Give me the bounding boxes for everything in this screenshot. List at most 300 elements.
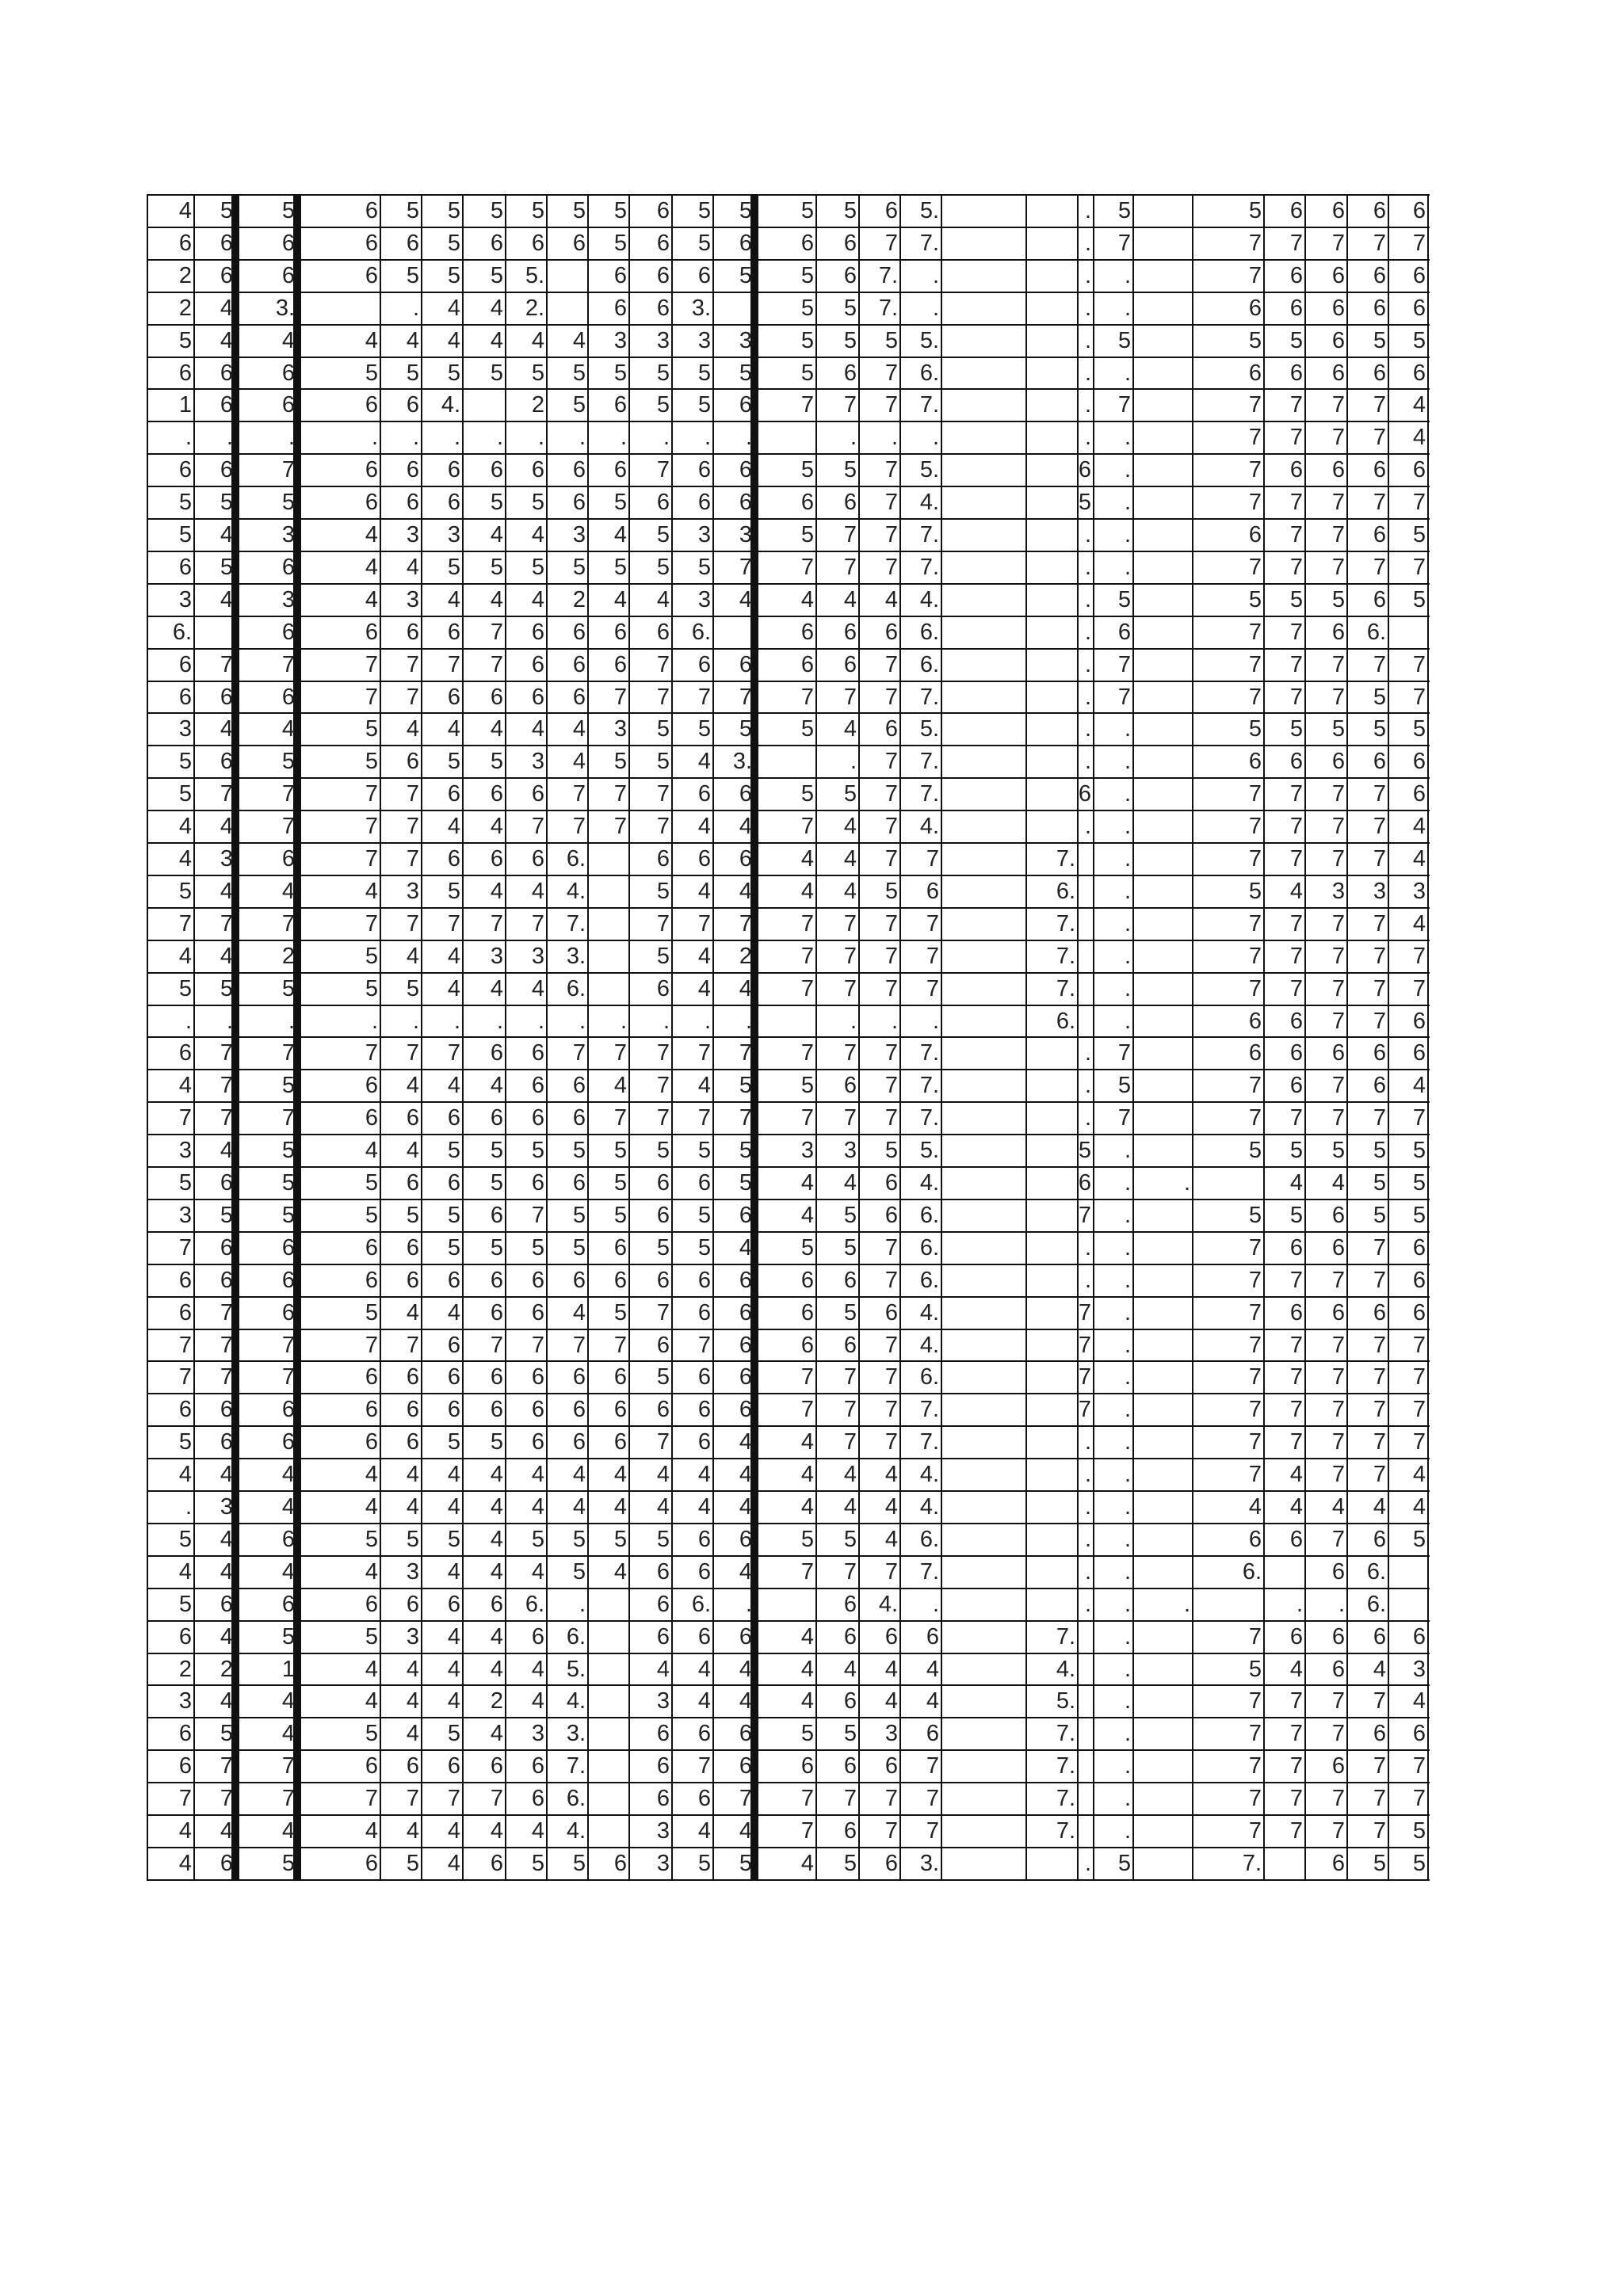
table-cell: 7 xyxy=(656,1073,670,1099)
table-cell: 7 xyxy=(1289,1429,1303,1455)
table-cell: . xyxy=(932,425,939,451)
table-cell: 5 xyxy=(365,1202,378,1228)
table-cell: . xyxy=(1124,749,1131,775)
table-cell: 5 xyxy=(490,554,503,580)
table-cell: 7 xyxy=(531,1332,544,1358)
table-cell: 6 xyxy=(800,230,814,256)
table-cell: 4 xyxy=(220,1688,233,1714)
table-cell: 6 xyxy=(365,1267,378,1293)
table-cell: 3 xyxy=(220,1494,233,1520)
table-cell: 6 xyxy=(926,878,939,904)
table-cell: 7 xyxy=(843,1105,857,1131)
table-cell: 3 xyxy=(490,943,503,969)
table-cell: 5 xyxy=(365,1526,378,1552)
table-cell: 6. xyxy=(919,360,939,386)
table-cell: 6 xyxy=(926,1721,939,1747)
table-cell: 6 xyxy=(1373,1073,1386,1099)
table-cell: 7 xyxy=(1373,1462,1386,1488)
table-cell: 5 xyxy=(220,490,233,516)
table-cell: 7 xyxy=(178,910,192,936)
table-cell: 4 xyxy=(843,814,857,840)
table-cell: 6 xyxy=(656,262,670,288)
table-cell: 3 xyxy=(1331,878,1345,904)
table-cell: 6 xyxy=(406,457,419,483)
table-cell: 4 xyxy=(490,716,503,742)
table-cell: 4 xyxy=(739,1494,752,1520)
table-cell: 6 xyxy=(697,1364,711,1390)
table-cell: 7 xyxy=(884,1234,898,1261)
table-cell: 4 xyxy=(365,1138,378,1164)
table-cell: 5 xyxy=(739,716,752,742)
table-cell xyxy=(1133,1361,1193,1393)
table-cell: 7 xyxy=(926,1818,939,1844)
table-cell: 6 xyxy=(1331,457,1345,483)
table-cell: 3 xyxy=(178,1138,192,1164)
table-cell: 6 xyxy=(843,1332,857,1358)
table-cell: 4 xyxy=(531,586,544,612)
table-cell: . xyxy=(1124,1397,1131,1423)
table-cell: 6 xyxy=(884,1299,898,1325)
table-cell xyxy=(1133,1199,1193,1231)
table-cell xyxy=(1133,551,1193,583)
table-cell: 4 xyxy=(739,1462,752,1488)
table-cell: 6 xyxy=(1331,1656,1345,1682)
table-cell: 6 xyxy=(1078,457,1091,483)
table-cell: . xyxy=(1084,230,1091,256)
table-cell: . xyxy=(1124,1170,1131,1196)
table-cell: 4 xyxy=(884,1494,898,1520)
table-cell: 7 xyxy=(365,1332,378,1358)
table-cell xyxy=(941,1426,1026,1458)
table-cell: 4 xyxy=(365,878,378,904)
table-cell xyxy=(941,1556,1026,1588)
table-cell: 4 xyxy=(220,327,233,353)
table-cell: 4 xyxy=(365,1656,378,1682)
table-cell: 7 xyxy=(1289,781,1303,807)
table-cell: 7 xyxy=(406,1040,419,1066)
table-cell xyxy=(1133,1135,1193,1166)
table-cell: 6 xyxy=(572,1397,586,1423)
table-cell: 6 xyxy=(406,1364,419,1390)
table-cell xyxy=(941,843,1026,875)
table-cell xyxy=(1026,195,1078,227)
table-cell: 4 xyxy=(697,975,711,1001)
table-cell: 6 xyxy=(531,457,544,483)
table-cell: 4 xyxy=(281,1494,295,1520)
table-cell: 7 xyxy=(1331,781,1345,807)
table-cell xyxy=(1026,260,1078,292)
table-cell: 7. xyxy=(919,1040,939,1066)
table-cell: 4 xyxy=(800,846,814,871)
table-cell: 7 xyxy=(1248,1105,1262,1131)
table-cell: 6. xyxy=(172,619,192,645)
table-cell: . xyxy=(1124,1721,1131,1747)
table-cell xyxy=(941,1783,1026,1814)
table-cell: 7 xyxy=(178,1234,192,1261)
table-cell: 6 xyxy=(656,846,670,871)
table-cell: 4 xyxy=(531,1558,544,1585)
table-cell: 6 xyxy=(800,651,814,677)
table-cell: 4 xyxy=(884,586,898,612)
table-cell: 6 xyxy=(406,1591,419,1617)
table-cell: 4 xyxy=(1289,878,1303,904)
table-cell: 7 xyxy=(1331,846,1345,871)
table-cell: 5 xyxy=(1117,586,1131,612)
table-cell xyxy=(588,1653,629,1685)
table-cell: 4 xyxy=(490,327,503,353)
table-cell: . xyxy=(1124,1332,1131,1358)
table-cell: 4 xyxy=(800,1170,814,1196)
table-cell: 4 xyxy=(365,554,378,580)
table-cell xyxy=(941,454,1026,486)
table-cell: . xyxy=(932,262,939,288)
table-cell: 5 xyxy=(220,1721,233,1747)
table-cell: 5 xyxy=(178,522,192,547)
table-cell: 6 xyxy=(406,1234,419,1261)
table-cell xyxy=(713,616,754,648)
table-cell: 7 xyxy=(1373,230,1386,256)
table-cell: 4 xyxy=(490,1462,503,1488)
table-cell xyxy=(941,357,1026,389)
table-cell xyxy=(297,292,380,324)
table-cell: 6 xyxy=(1078,781,1091,807)
table-cell: 6 xyxy=(1373,457,1386,483)
table-cell: 7 xyxy=(1373,1332,1386,1358)
table-cell: 6 xyxy=(613,392,627,418)
table-cell: 4. xyxy=(878,1591,898,1617)
table-cell: 6 xyxy=(1373,1299,1386,1325)
table-cell: 4 xyxy=(220,716,233,742)
table-cell: 6 xyxy=(406,392,419,418)
table-cell: 4 xyxy=(843,846,857,871)
table-cell: . xyxy=(1084,1234,1091,1261)
table-cell xyxy=(1078,973,1094,1005)
table-cell: 7 xyxy=(800,814,814,840)
table-cell: 7 xyxy=(1289,522,1303,547)
table-cell: . xyxy=(1124,1364,1131,1390)
table-cell: 4 xyxy=(281,1818,295,1844)
table-cell: . xyxy=(1084,360,1091,386)
table-cell: 5 xyxy=(572,1138,586,1164)
table-cell: 3. xyxy=(275,295,295,321)
table-cell: 4 xyxy=(490,1656,503,1682)
table-cell xyxy=(1133,1459,1193,1490)
table-cell: 7 xyxy=(884,392,898,418)
table-cell: 4 xyxy=(447,1494,460,1520)
table-cell: . xyxy=(1124,975,1131,1001)
table-cell: 7 xyxy=(884,360,898,386)
table-cell: . xyxy=(1124,295,1131,321)
table-cell: 1 xyxy=(281,1656,295,1682)
table-cell: 4. xyxy=(566,878,586,904)
table-cell: 5 xyxy=(800,522,814,547)
table-cell: 6 xyxy=(1412,1267,1426,1293)
table-cell: 7 xyxy=(220,1332,233,1358)
table-cell: 4 xyxy=(739,814,752,840)
table-cell: . xyxy=(226,1008,233,1034)
table-cell: 4 xyxy=(531,1656,544,1682)
table-cell: 6 xyxy=(1412,295,1426,321)
table-cell: 7 xyxy=(1373,1234,1386,1261)
table-cell: 4 xyxy=(1373,1494,1386,1520)
table-cell: 6 xyxy=(613,1850,627,1876)
table-cell: 6 xyxy=(1331,1040,1345,1066)
table-cell: 7 xyxy=(1331,425,1345,451)
table-cell: 5 xyxy=(447,1234,460,1261)
table-cell: . xyxy=(1124,1688,1131,1714)
table-cell: 3 xyxy=(656,1850,670,1876)
table-cell xyxy=(588,1589,629,1620)
table-cell: 6 xyxy=(843,1818,857,1844)
table-cell: 7 xyxy=(531,814,544,840)
table-cell: 6 xyxy=(1331,360,1345,386)
table-cell xyxy=(1133,1718,1193,1749)
table-cell: . xyxy=(1124,1462,1131,1488)
table-cell: 4 xyxy=(281,1462,295,1488)
table-cell: 6 xyxy=(843,1688,857,1714)
table-cell: 4 xyxy=(656,1462,670,1488)
table-cell: 5 xyxy=(1412,716,1426,742)
table-cell: 5 xyxy=(365,1299,378,1325)
table-cell: 4 xyxy=(406,943,419,969)
table-cell: 4 xyxy=(800,586,814,612)
table-cell: 7 xyxy=(1373,1786,1386,1812)
table-cell: 4 xyxy=(739,1818,752,1844)
table-cell: 6 xyxy=(843,651,857,677)
table-cell: 7 xyxy=(1373,975,1386,1001)
table-cell: 7 xyxy=(1412,1429,1426,1455)
table-cell xyxy=(941,1718,1026,1749)
table-cell: 5 xyxy=(656,716,670,742)
table-cell: . xyxy=(412,425,419,451)
table-cell: 4 xyxy=(843,1462,857,1488)
table-cell: 4 xyxy=(447,1656,460,1682)
table-cell: 4. xyxy=(919,490,939,516)
table-cell: 7 xyxy=(843,1364,857,1390)
table-cell: 7 xyxy=(800,1397,814,1423)
table-cell: 4 xyxy=(1412,814,1426,840)
table-cell: . xyxy=(1084,1429,1091,1455)
table-cell: 4 xyxy=(843,878,857,904)
table-cell xyxy=(1133,421,1193,453)
table-cell: 6 xyxy=(365,230,378,256)
table-cell: 6 xyxy=(490,230,503,256)
table-cell xyxy=(1133,1653,1193,1685)
table-cell: 6 xyxy=(406,230,419,256)
table-cell: 7 xyxy=(800,392,814,418)
table-cell: 4 xyxy=(800,1462,814,1488)
table-cell: . xyxy=(1084,295,1091,321)
table-cell xyxy=(941,1361,1026,1393)
table-cell: 7. xyxy=(919,684,939,710)
table-cell: . xyxy=(185,1008,192,1034)
table-cell xyxy=(941,1394,1026,1425)
table-cell: 4 xyxy=(697,1818,711,1844)
table-cell: 5 xyxy=(220,975,233,1001)
table-cell: 4 xyxy=(490,1818,503,1844)
table-cell: 4 xyxy=(281,327,295,353)
table-cell: . xyxy=(1124,1138,1131,1164)
table-cell: 7 xyxy=(1289,1105,1303,1131)
table-cell: 6 xyxy=(1248,295,1262,321)
table-cell: 4 xyxy=(656,1656,670,1682)
table-cell: 7 xyxy=(884,814,898,840)
table-cell: 6 xyxy=(843,1753,857,1779)
table-cell: 7 xyxy=(884,457,898,483)
table-cell: 7 xyxy=(406,1332,419,1358)
table-cell xyxy=(1078,1783,1094,1814)
table-cell xyxy=(1133,1232,1193,1264)
table-cell: 6 xyxy=(884,198,898,223)
table-cell: 6 xyxy=(1412,262,1426,288)
table-cell: . xyxy=(1124,1494,1131,1520)
table-cell: 7 xyxy=(697,1332,711,1358)
table-cell: 7 xyxy=(1331,684,1345,710)
table-cell: 5 xyxy=(531,554,544,580)
table-cell: 6 xyxy=(1331,262,1345,288)
table-cell: 7 xyxy=(926,846,939,871)
table-cell: 6 xyxy=(1412,198,1426,223)
table-cell: 3 xyxy=(281,522,295,547)
table-cell: 5 xyxy=(490,360,503,386)
table-cell xyxy=(941,421,1026,453)
table-cell: . xyxy=(185,425,192,451)
table-cell: 6. xyxy=(1056,1008,1075,1034)
table-cell: 6 xyxy=(220,392,233,418)
table-cell: 7 xyxy=(1289,1267,1303,1293)
table-cell xyxy=(1193,1589,1264,1620)
table-cell: 7 xyxy=(800,975,814,1001)
table-cell: 7 xyxy=(1248,1429,1262,1455)
table-cell xyxy=(1133,357,1193,389)
table-cell: 4 xyxy=(843,586,857,612)
table-cell: 5 xyxy=(572,1234,586,1261)
table-cell: 4 xyxy=(406,1299,419,1325)
table-cell: 7 xyxy=(220,1040,233,1066)
table-cell: 4 xyxy=(800,1623,814,1650)
table-cell: 5 xyxy=(656,554,670,580)
table-cell xyxy=(1026,1394,1078,1425)
table-cell: 6 xyxy=(1289,295,1303,321)
table-cell: . xyxy=(185,1494,192,1520)
table-cell: 6 xyxy=(531,1364,544,1390)
table-cell: 6 xyxy=(1331,1234,1345,1261)
table-cell: 5 xyxy=(1117,327,1131,353)
table-cell: . xyxy=(932,1591,939,1617)
table-cell: 6 xyxy=(572,457,586,483)
table-cell: 6 xyxy=(490,1850,503,1876)
table-cell: 6 xyxy=(1248,1008,1262,1034)
table-cell: 6 xyxy=(281,1526,295,1552)
table-cell: 4 xyxy=(281,878,295,904)
table-cell xyxy=(941,681,1026,713)
table-cell: 7 xyxy=(1248,490,1262,516)
table-cell: 7 xyxy=(178,1786,192,1812)
table-cell: 4 xyxy=(697,1494,711,1520)
table-cell: 3 xyxy=(531,1721,544,1747)
table-cell: 6 xyxy=(613,262,627,288)
table-cell: 7 xyxy=(800,1558,814,1585)
table-cell xyxy=(1026,1070,1078,1101)
table-cell: 4 xyxy=(365,1494,378,1520)
table-cell xyxy=(1078,1815,1094,1847)
table-cell: . xyxy=(1124,522,1131,547)
table-cell: 6 xyxy=(843,230,857,256)
table-cell: 7 xyxy=(1373,1429,1386,1455)
table-cell: 7 xyxy=(884,943,898,969)
table-cell: 7 xyxy=(843,1429,857,1455)
table-cell: 6 xyxy=(365,1753,378,1779)
table-cell: 5 xyxy=(739,1850,752,1876)
table-cell xyxy=(1133,519,1193,551)
table-cell: 6 xyxy=(178,457,192,483)
table-cell: 6 xyxy=(1373,749,1386,775)
table-cell: . xyxy=(663,425,670,451)
table-cell: 7 xyxy=(1412,975,1426,1001)
table-cell: 6 xyxy=(281,1267,295,1293)
table-cell: 5 xyxy=(1289,716,1303,742)
table-cell xyxy=(1078,940,1094,972)
table-cell: 7 xyxy=(531,1202,544,1228)
table-cell: 6 xyxy=(1289,198,1303,223)
table-cell: 7 xyxy=(1331,1429,1345,1455)
table-cell: 6 xyxy=(884,619,898,645)
table-cell: 6 xyxy=(1331,327,1345,353)
table-cell: 5 xyxy=(531,198,544,223)
table-cell: 3 xyxy=(178,1202,192,1228)
table-cell: 3 xyxy=(800,1138,814,1164)
table-cell: 6 xyxy=(697,1623,711,1650)
table-cell: . xyxy=(1124,1591,1131,1617)
table-cell: 5 xyxy=(800,716,814,742)
table-cell: 5 xyxy=(697,716,711,742)
table-cell: 2 xyxy=(220,1656,233,1682)
table-cell: 7 xyxy=(1412,1332,1426,1358)
table-cell: 6 xyxy=(739,1623,752,1650)
table-cell: 6 xyxy=(406,1105,419,1131)
table-cell: 5 xyxy=(447,198,460,223)
table-cell: . xyxy=(1084,1267,1091,1293)
table-cell: 7 xyxy=(800,1040,814,1066)
table-cell: 6 xyxy=(739,1202,752,1228)
table-cell: 2 xyxy=(178,262,192,288)
table-cell: 3 xyxy=(406,1623,419,1650)
table-cell xyxy=(941,1491,1026,1523)
table-cell: 4 xyxy=(531,1688,544,1714)
table-cell: 7 xyxy=(1412,554,1426,580)
table-cell: 4 xyxy=(843,1170,857,1196)
table-cell: . xyxy=(1124,716,1131,742)
table-cell: 6 xyxy=(656,1170,670,1196)
table-cell xyxy=(1133,1750,1193,1782)
table-cell xyxy=(941,260,1026,292)
table-cell: 6 xyxy=(843,1623,857,1650)
table-cell: 6 xyxy=(656,1332,670,1358)
table-cell: 5 xyxy=(281,1138,295,1164)
table-cell xyxy=(941,1589,1026,1620)
table-cell: 7 xyxy=(1248,910,1262,936)
table-cell: 2 xyxy=(531,392,544,418)
table-cell: . xyxy=(1124,360,1131,386)
table-cell: 7 xyxy=(178,1105,192,1131)
table-cell: 6 xyxy=(1373,360,1386,386)
table-cell: 6 xyxy=(656,619,670,645)
table-cell: 4 xyxy=(281,1688,295,1714)
table-cell xyxy=(1026,454,1078,486)
table-cell: 6 xyxy=(656,230,670,256)
table-cell xyxy=(1133,1264,1193,1296)
table-cell xyxy=(1026,1556,1078,1588)
